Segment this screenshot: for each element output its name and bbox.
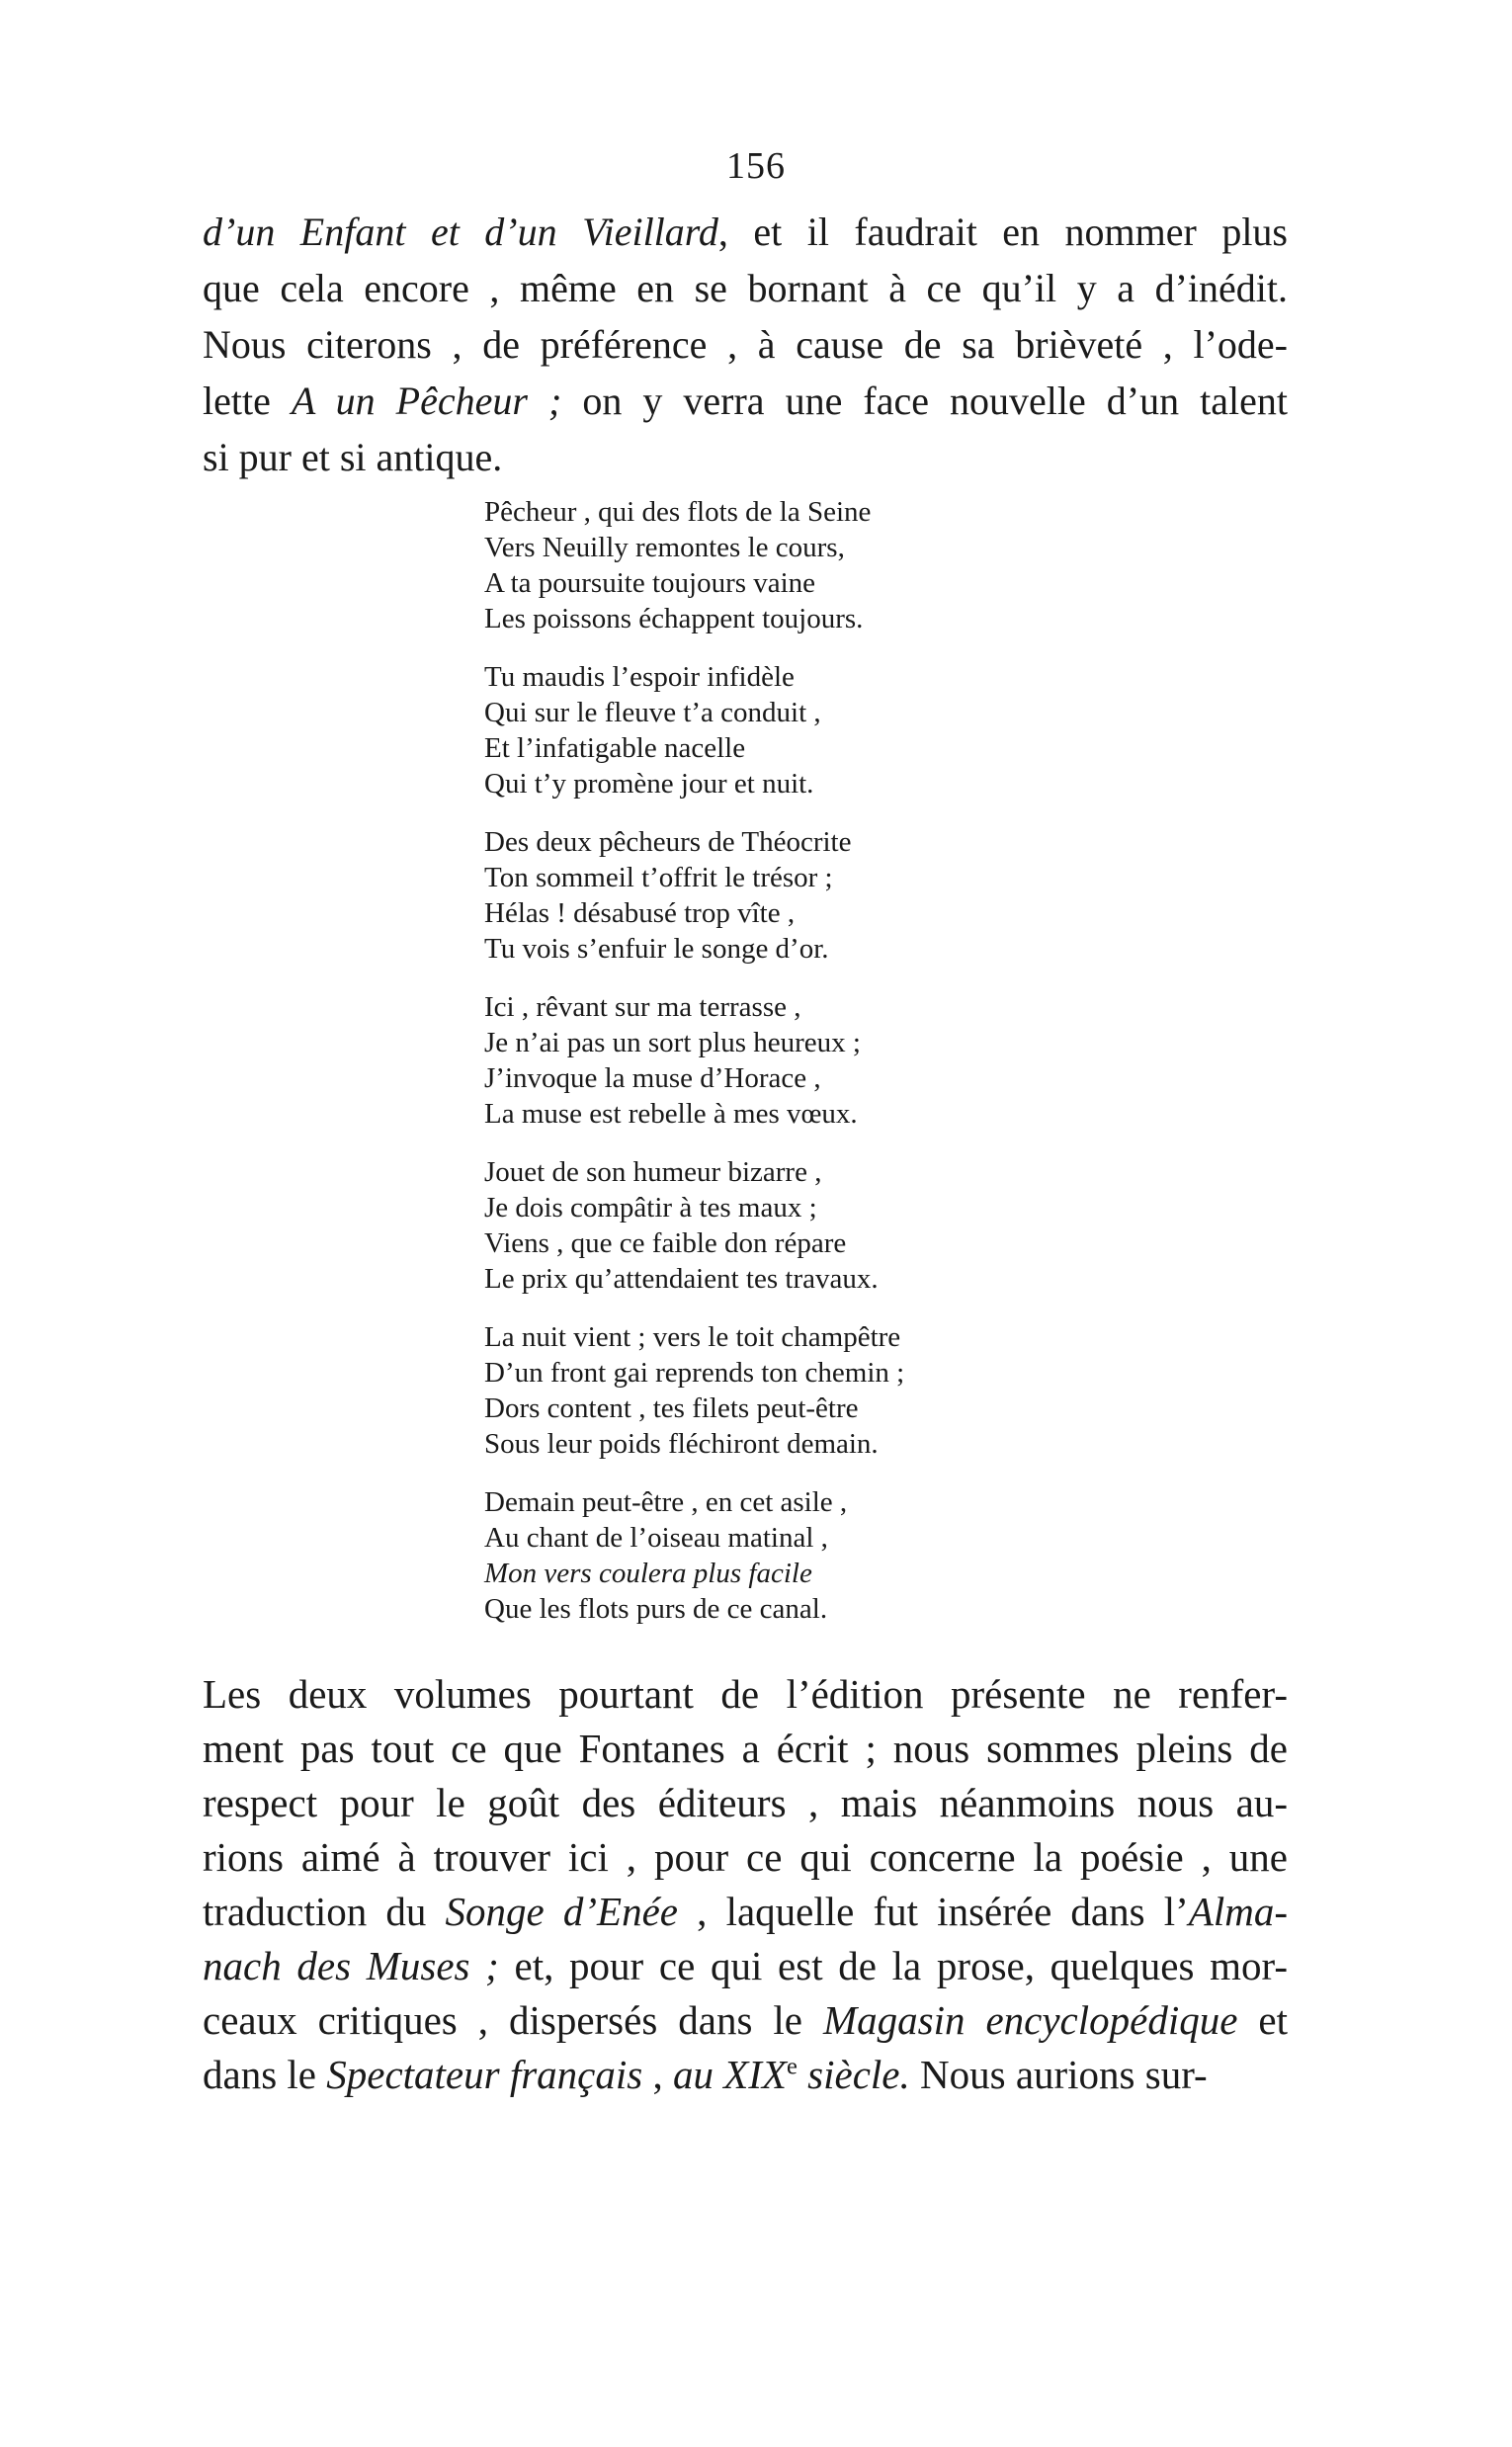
italic-text: d’un Enfant et d’un Vieillard — [203, 210, 718, 254]
poem-verse: D’un front gai reprends ton chemin ; — [484, 1357, 905, 1389]
text-line — [203, 2048, 1288, 2102]
poem-verse: Qui sur le fleuve t’a conduit , — [484, 697, 821, 728]
text-run: respect pour le goût des éditeurs , mais néanmoins nous au- — [203, 1780, 1288, 1825]
poem-verse: A ta poursuite toujours vaine — [484, 567, 816, 599]
italic-text: nach des Muses ; — [203, 1943, 499, 1988]
poem-verse: Le prix qu’attendaient tes travaux. — [484, 1263, 879, 1295]
poem-stanza — [484, 1484, 1038, 1627]
poem-verse: La nuit vient ; vers le toit champêtre — [484, 1321, 901, 1353]
paragraph-editions — [203, 1667, 1288, 2102]
poem-verse: Vers Neuilly remontes le cours, — [484, 532, 845, 563]
italic-text: Alma- — [1188, 1889, 1288, 1934]
poem-stanza — [484, 659, 1038, 802]
text-line — [203, 1667, 1288, 1722]
italic-text: siècle. — [797, 2052, 910, 2097]
poem-a-un-pecheur — [484, 494, 1038, 1649]
paragraph-intro — [203, 204, 1288, 485]
italic-text: au XIX — [672, 2052, 787, 2097]
poem-verse: Qui t’y promène jour et nuit. — [484, 768, 814, 800]
text-line — [203, 1885, 1288, 1939]
text-line — [203, 373, 1288, 429]
text-run: Nous citerons , de préférence , à cause de sa brièveté , l’ode- — [203, 322, 1288, 367]
poem-verse: Des deux pêcheurs de Théocrite — [484, 826, 852, 858]
poem-verse: Hélas ! désabusé trop vîte , — [484, 897, 796, 929]
poem-verse: Que les flots purs de ce canal. — [484, 1593, 828, 1625]
text-run: Les deux volumes pourtant de l’édition présente ne renfer- — [203, 1671, 1288, 1717]
text-line — [203, 429, 1288, 485]
italic-text: Magasin encyclopédique — [822, 1997, 1238, 2043]
poem-verse: Tu maudis l’espoir infidèle — [484, 661, 795, 693]
text-line — [203, 1939, 1288, 1993]
text-run: ceaux critiques , dispersés dans le — [203, 1997, 823, 2043]
poem-stanza — [484, 1154, 1038, 1297]
poem-verse: Je dois compâtir à tes maux ; — [484, 1192, 817, 1224]
poem-stanza — [484, 989, 1038, 1132]
poem-verse: Les poissons échappent toujours. — [484, 603, 864, 634]
text-line — [203, 1830, 1288, 1885]
text-run: rions aimé à trouver ici , pour ce qui concerne la poésie , une — [203, 1834, 1288, 1880]
italic-text: A un Pêcheur ; — [291, 379, 562, 423]
text-run: , laquelle fut insérée dans l’ — [678, 1889, 1189, 1934]
text-run: e — [786, 2053, 798, 2080]
text-line — [203, 1722, 1288, 1776]
poem-stanza — [484, 494, 1038, 636]
text-line — [203, 260, 1288, 316]
poem-stanza — [484, 1319, 1038, 1462]
text-run: Nous aurions sur- — [909, 2052, 1208, 2097]
poem-verse: Viens , que ce faible don répare — [484, 1227, 847, 1259]
poem-verse: Demain peut-être , en cet asile , — [484, 1486, 848, 1518]
text-run: on y verra une face nouvelle d’un talent — [561, 379, 1288, 423]
poem-verse: Sous leur poids fléchiront demain. — [484, 1428, 879, 1460]
poem-verse: Pêcheur , qui des flots de la Seine — [484, 496, 872, 528]
text-line — [203, 204, 1288, 260]
text-line — [203, 1776, 1288, 1830]
poem-verse: Ici , rêvant sur ma terrasse , — [484, 991, 801, 1023]
poem-verse: J’invoque la muse d’Horace , — [484, 1062, 821, 1094]
poem-verse: Je n’ai pas un sort plus heureux ; — [484, 1027, 861, 1058]
text-run: dans le — [203, 2052, 327, 2097]
poem-verse: La muse est rebelle à mes vœux. — [484, 1098, 858, 1130]
text-run: , — [642, 2052, 673, 2097]
poem-verse: Tu vois s’enfuir le songe d’or. — [484, 933, 829, 965]
text-run: ment pas tout ce que Fontanes a écrit ; nous sommes pleins de — [203, 1726, 1288, 1771]
italic-text: Songe d’Enée — [445, 1889, 678, 1934]
page-number: 156 — [726, 145, 786, 187]
poem-verse: Au chant de l’oiseau matinal , — [484, 1522, 828, 1554]
text-line — [203, 316, 1288, 373]
poem-verse: Dors content , tes filets peut-être — [484, 1392, 859, 1424]
italic-text: Spectateur français — [326, 2052, 643, 2097]
text-run: et — [1237, 1997, 1288, 2043]
poem-verse: Ton sommeil t’offrit le trésor ; — [484, 862, 833, 893]
text-run: lette — [203, 379, 292, 423]
text-run: si pur et si antique. — [203, 435, 503, 479]
poem-verse: Et l’infatigable nacelle — [484, 732, 746, 764]
text-run: , et il faudrait en nommer plus — [717, 210, 1289, 254]
text-line — [203, 1993, 1288, 2048]
poem-verse: Mon vers coulera plus facile — [484, 1558, 812, 1589]
text-run: traduction du — [203, 1889, 446, 1934]
text-run: que cela encore , même en se bornant à ce qu’il y a d’inédit. — [203, 266, 1288, 310]
poem-stanza — [484, 824, 1038, 967]
poem-verse: Jouet de son humeur bizarre , — [484, 1156, 822, 1188]
text-run: et, pour ce qui est de la prose, quelques mor- — [498, 1943, 1288, 1988]
